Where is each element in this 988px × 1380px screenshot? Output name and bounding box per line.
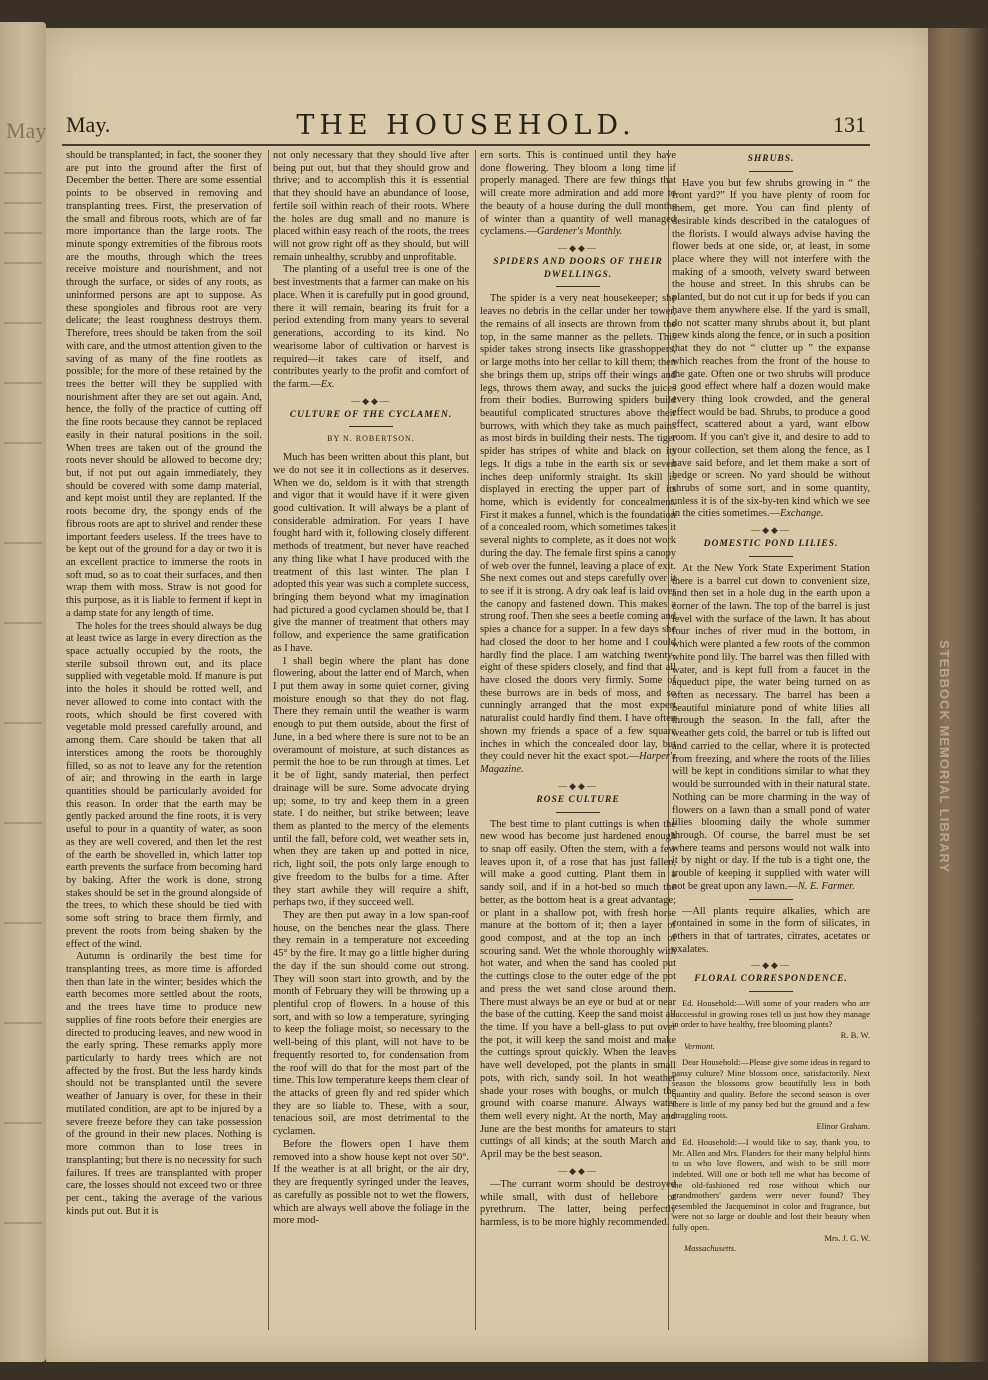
paragraph-text: ern sorts. This is continued until they have done flowering. They bloom a long time if properly managed. There are few things that will create more admiration and add more to the beauty of a house during the dull months of winter than a quantity of well managed cyclamens.— [480, 150, 676, 238]
byline: BY N. ROBERTSON. [327, 434, 415, 444]
letter-text: Dear Household:—Please give some ideas in regard to pansy culture? Mine blossom once, satisfactorily. Next season the blossoms grow beautifully less in both quantity and quality. Before the second season is over there is little of my pansy bed but the ground and a few straggling roots. [672, 1057, 870, 1121]
article-heading: FLORAL CORRESPONDENCE. [694, 974, 848, 985]
paragraph: —All plants require alkalies, which are contained in some in the form of silicates, in others in that of tartrates, citrates, acetates or oxalates. [672, 905, 870, 955]
paragraph: I shall begin where the plant has done flowering, about the latter end of March, when I put them away in some quiet corner, giving moisture enough so that they do not flag. There they remain until the weather is warm enough to put them outside, about the first of June, in a bed where there is sure not to be an overamount of moisture, at such distances as permit the hoe to be run through at times. Let it be of light, sandy material, then perfect drainage will be sure. Some advocate drying up; some, to try and keep them in a green state. I do neither, but strike between; leave them as planted to the mercy of the elements until the fall, before cold, wet weather sets in, when they are taken up and potted in nice, rich, light soil, the pots only large enough to give freedom to the bulbs for a time. After they start awhile they will require a shift, perhaps two, if they succeed well. [273, 655, 469, 909]
paragraph: Much has been written about this plant, but we do not see it in collections as it deserves. When we do, seldom is it with that strength and vigor that it would have if it were given good cultivation. It will always be a plant of considerable admiration. For years I have fought hard with it, following closely different methods of treatment, but never have reached any thing like what I have produced with the treatment of this last winter. The plan I adopted this year was such a complete success, bringing them beyond what my imagination had pictured a good cyclamen should be, that I give the manner of treatment that others may follow, and experience the same gratification as I have. [273, 452, 469, 654]
article-heading: ROSE CULTURE [536, 794, 620, 805]
section-ornament: —◆◆— [558, 780, 598, 791]
paragraph: —The currant worm should be destroyed while small, with dust of hellebore or pyrethrum. The latter, being perfectly harmless, is to be more highly recommended. [480, 1178, 676, 1229]
section-rule [749, 899, 793, 900]
column-1 [66, 150, 262, 1338]
page-number: 131 [833, 112, 866, 137]
paragraph [672, 563, 870, 894]
reader-letter [672, 1137, 870, 1254]
letter-place: Massachusetts. [684, 1243, 737, 1254]
letter-place: Vermont. [684, 1040, 715, 1051]
heading-rule [749, 556, 793, 557]
paragraph-text: At the New York State Experiment Station there is a barrel cut down to convenient size, and then set in a hole dug in the earth upon a corner of the lawn. The top of the barrel is just level with the surface of the lawn. It has about four inches of river mud in the bottom, in which were planted a few roots of the common white pond lily. The barrel was then filled with water, and is kept full from a faucet in the aqueduct pipe, the water being turned on as often as necessary. The barrel has been a beautiful miniature pond of white lilies all through the season. In the fall, after the weather gets cold, the barrel or tub is lifted out and carried to the cellar, where it is protected from freezing, and where the roots of the lilies will be kept in conditions similar to what they would be surrounded with in their natural state. Nothing can be more charming in the way of flowers on a lawn than a small pond of water lilies blooming daily the whole summer through. Of course, the barrel must be set where teams and persons would not walk into it by night or day. If the tub is a tight one, the trouble of keeping it supplied with water will not be great upon any lawn.— [672, 562, 870, 892]
heading-rule [556, 286, 600, 287]
paragraph: Before the flowers open I have them removed into a show house kept not over 50°. If the weather is at all bright, or the air dry, they are frequently syringed under the leaves, as carefully as possible not to wet the flowers, which are always well above the foliage in the more mod- [273, 1138, 469, 1227]
reader-letter [672, 998, 870, 1051]
paragraph [273, 264, 469, 391]
paragraph: The holes for the trees should always be dug at least twice as large in every direction as the space actually occupied by the roots, the sterile subsoil thrown out, and its place supplied with vegetable mold. If manure is put into the holes it should be rotted well, and never allowed to come into contact with the roots, which should be first covered with vegetable mold pressed carefully around, and among them. Care should be taken that all interstices among the roots be thoroughly filled, so as not to leave any for the retention of air; and throwing in the earth in large quantities should be particularly avoided for this reason. In order that the earth may be gently packed around the fine roots, it is very useful to pour in a quantity of water, as soon as they are well covered, and then let the rest of the earth be shovelled in, which latter top earth prevents the surface from becoming hard by baking. After the work is done, strong stakes should be set in the ground alongside of the trees, to which these should be tied with some soft string to brace them firmly, and prevent the roots from being shaken by the effect of the wind. [66, 620, 262, 950]
heading-rule [556, 812, 600, 813]
letter-signature: Elinor Graham. [816, 1120, 870, 1131]
letter-signature: R. B. W. [840, 1029, 870, 1040]
running-month: May. [66, 112, 111, 137]
article-heading: CULTURE OF THE CYCLAMEN. [289, 409, 453, 420]
source-credit: Harper's Magazine. [480, 751, 676, 776]
column-2 [273, 150, 469, 1338]
header-rule [62, 144, 870, 146]
paragraph-text: The planting of a useful tree is one of the best investments that a farmer can make on his place. When it is carefully put in good ground, there it will remain, bearing its fruit for a period extending from many years to several generations, according to its kind. No wearisome labor of cultivation or harvest is required—it takes care of itself, and contributes yearly to the profit and comfort of the farm.— [273, 264, 469, 390]
section-ornament: —◆◆— [751, 525, 791, 536]
letter-text: Ed. Household:—Will some of your readers who are successful in growing roses tell us just how they manage in order to have healthy, free blooming plants? [672, 998, 870, 1030]
heading-rule [749, 171, 793, 172]
paragraph: should be transplanted; in fact, the sooner they are put into the ground after the first of December the better. There are some essential points to be observed in removing and transplanting trees. First, the preservation of the small and fibrous roots, which are of far more importance than the large roots. The minute spongy extremities of the fibrous roots are the mouths, through which the trees receive moisture and nourishment, and not through the surface, or sides of any roots, as uninformed persons are apt to suppose. As these spongioles and fibrous root are very delicate; the least roughness destroys them. Therefore, trees should be taken from the soil with care, and the utmost attention given to the saving of as many of the fine rootlets as possible; for the more of these retained by the trees the better will they be supplied with nourishment after they are set out again. And, hence, the folly of the practice of cutting off the fine roots because they cannot be replaced easily in their natural positions in the soil. When trees are taken out of the ground the roots never should be allowed to become dry; but, if not put out again immediately, they should be covered with some damp material, and kept moist until they are replanted. If the roots become dry, the spongy ends of the fibrous roots are apt to shrivel and render these important feeders useless. If the trees have to be kept out of the ground for a day or two it is an excellent practice to immerse the roots in soft mud, so as to coat their surfaces, and then wrap them with moss. Straw is not good for this purpose, as it is liable to ferment if kept in a damp state for any length of time. [66, 150, 262, 619]
section-ornament: —◆◆— [558, 1165, 598, 1176]
section-ornament: —◆◆— [558, 243, 598, 254]
previous-page-ghost-title: May [6, 118, 46, 143]
source-credit: N. E. Farmer. [797, 880, 855, 892]
heading-rule [349, 426, 393, 427]
paragraph-text: The spider is a very neat housekeeper; she leaves no debris in the cellar under her tower, the remains of all insects are thrown from the top, in the same manner as the pellets. This spider takes strong insects like grasshoppers, or large moths into her cellar to kill them; then she brings them up, strips off their wings and legs, throws them away, and sucks the juices from their bodies. Burrowing spiders build beautiful complicated structures above their burrows, with which they take as much pains as most birds in building their nests. The tiger spider has stripes of white and black on its legs. It digs a tube in the earth six or seven inches deep uniformly straight. Its skill is displayed in erecting the upper part of its home, which is evidently for concealment. First it makes a funnel, which is the foundation of a concealed room, which sometimes takes it several nights to complete, as it does not work during the day. The female first spins a canopy of web over the funnel, leaving a place of exit. She next comes out and steps carefully over it to see if it is strong. A dry oak leaf is laid over the canopy and fastened down. This makes a strong roof. Then she sees a beetle coming and spies a chance for a supper. In a few days she had closed the door to her home and I could hardly find the place. I am watching twenty-eight of these spiders closely, and find that all have closed the doors very firmly. Some of these burrows are in beds of moss, and so cunningly arranged that the most expert naturalist could hardly find them. I have often shown my friends a space of a few square inches in which the concealed door lay, but they could never hit the exact spot.— [480, 293, 676, 763]
paragraph [480, 150, 676, 239]
section-ornament: —◆◆— [351, 395, 391, 406]
source-credit: Gardener's Monthly. [536, 226, 623, 238]
source-credit: Ex. [320, 378, 335, 390]
heading-rule [749, 991, 793, 992]
paragraph: Autumn is ordinarily the best time for transplanting trees, as more time is afforded then than late in the winter; besides which the earth becomes more settled about the roots, and the trees have time to produce new supplies of fine roots before their energies are directed to producing leaves, and new wood in the early spring. These remarks apply more particularly to hardy trees which are not affected by the frost. But the less hardy kinds should not be transplanted until the severe weather of January is over, for these in their mutilated condition, are apt to be injured by a severe freeze before they can take possession of the ground in their new places. Nothing is more common than to lose trees in transplanting; but there is no necessity for such failures. If trees are transplanted with proper care, the losses should not exceed two or three per cent., taking the average of the various kinds put out. But it is [66, 951, 262, 1217]
paragraph: not only necessary that they should live after being put out, but that they should grow and thrive; and to accomplish this it is essential that they should have an abundance of loose, fertile soil within reach of their roots. Where the holes are dug small and no manure is placed within easy reach of the roots, the trees will not grow right off as they should, but will remain unhealthy, scrubby and unprofitable. [273, 150, 469, 263]
previous-page-edge [0, 22, 46, 1362]
source-credit: Exchange. [779, 508, 824, 520]
paragraph: They are then put away in a low span-roof house, on the benches near the glass. There they remain in a temperature not exceeding 45° by the fire. It may go a little higher during the day if the sun should come out strong. They will soon start into growth, and by the month of February they will be throwing up a plentiful crop of flowers. In a house of this sort, and with so low a temperature, syringing to keep the foliage moist, so necessary to the well-being of this plant, will not have to be frequently resorted to, for condensation from the roof will do that for the most part of the time. This low temperature keeps them clear of the attacks of green fly and red spider which they are so liable to. These, with a sour, tenacious soil, are most detrimental to the cyclamen. [273, 909, 469, 1138]
paragraph [672, 178, 870, 521]
column-3 [480, 150, 676, 1338]
column-4 [672, 150, 870, 1338]
article-heading: SHRUBS. [747, 154, 795, 164]
running-header [66, 108, 866, 142]
article-heading: DOMESTIC POND LILIES. [703, 539, 839, 550]
running-title: THE HOUSEHOLD. [296, 110, 636, 141]
reader-letter [672, 1057, 870, 1131]
paragraph-text: Have you but few shrubs growing in “ the front yard?” If you have plenty of room for them, get more. You can find plenty of desirable kinds described in the catalogues of the florists. I would always advise having the flower beds at one side, or, at least, in some place where they will not interfere with the making of a smooth, velvety sward between the house and street. In this shrubs can be planted, but do not cut it up for beds if you can have them anywhere else. If the yard is small, do not scatter many shrubs about it, but plant new kinds along the fence, or in such a position that they do not “ clutter up ” the expanse which reaches from the front of the house to the gate. Often one or two shrubs will produce a good effect where half a dozen would make every thing look crowded, and the general effect would be bad. Shrubs, to produce a good effect, scattered about a yard, want elbow room. If you can't give it, and desire to add to your collection, set them along the fence, as I have said before, and let them make a sort of hedge or screen. No yard should be without shrubs of some sort, and in some quantity, unless it is of the six-by-ten kind which we see in the cities sometimes.— [672, 177, 870, 520]
section-ornament: —◆◆— [751, 960, 791, 971]
letter-signature: Mrs. J. G. W. [824, 1232, 870, 1243]
column-rule [475, 150, 476, 1330]
paragraph: The best time to plant cuttings is when the new wood has become just hardened enough to snap off easily. Often the stem, with a few leaves upon it, of a rose that has just fallen, will make a good cutting. Plant them in a sandy soil, and if in a hot-bed so much the better, as the bottom heat is a great advantage; or plant in a shallow pot, with fresh horse manure at the bottom of it; then a layer of good compost, and at the top an inch of scouring sand. Wet the whole thoroughly with hot water, and when the sand has cooled put the cuttings close to the outer edge of the pot and press the wet sand close around them. There must always be an eye or bud at or near the base of the cutting. Keep the sand moist all the time. If you have a bell-glass to put over the pot, it will keep the sand moist and make the cuttings sprout quickly. When the leaves have well developed, pot the plants in small pots, with rich, sandy soil. In hot weather shade your roses with boughs, or mulch the ground with coarse manure. Always water them well every night. At the north, May and June are the best months for amateurs to start cuttings of all kinds; at the south March and April may be the best season. [480, 818, 676, 1161]
library-stamp: STEBBOCK MEMORIAL LIBRARY [937, 640, 952, 873]
article-heading: SPIDERS AND DOORS OF THEIR DWELLINGS. [493, 257, 663, 280]
letter-text: Ed. Household:—I would like to say, thank you, to Mr. Allen and Mrs. Flanders for their many helpful hints to us who love flowers, and wish to be still more indebted. Will one or both tell me what has become of the old-fashioned red rose without which our grandmothers' gardens were never found? They resembled the Jacqueminot in color and fragrance, but were not so large or double and lost their beauty when fully open. [672, 1137, 870, 1232]
column-rule [268, 150, 269, 1330]
paragraph [480, 293, 676, 776]
